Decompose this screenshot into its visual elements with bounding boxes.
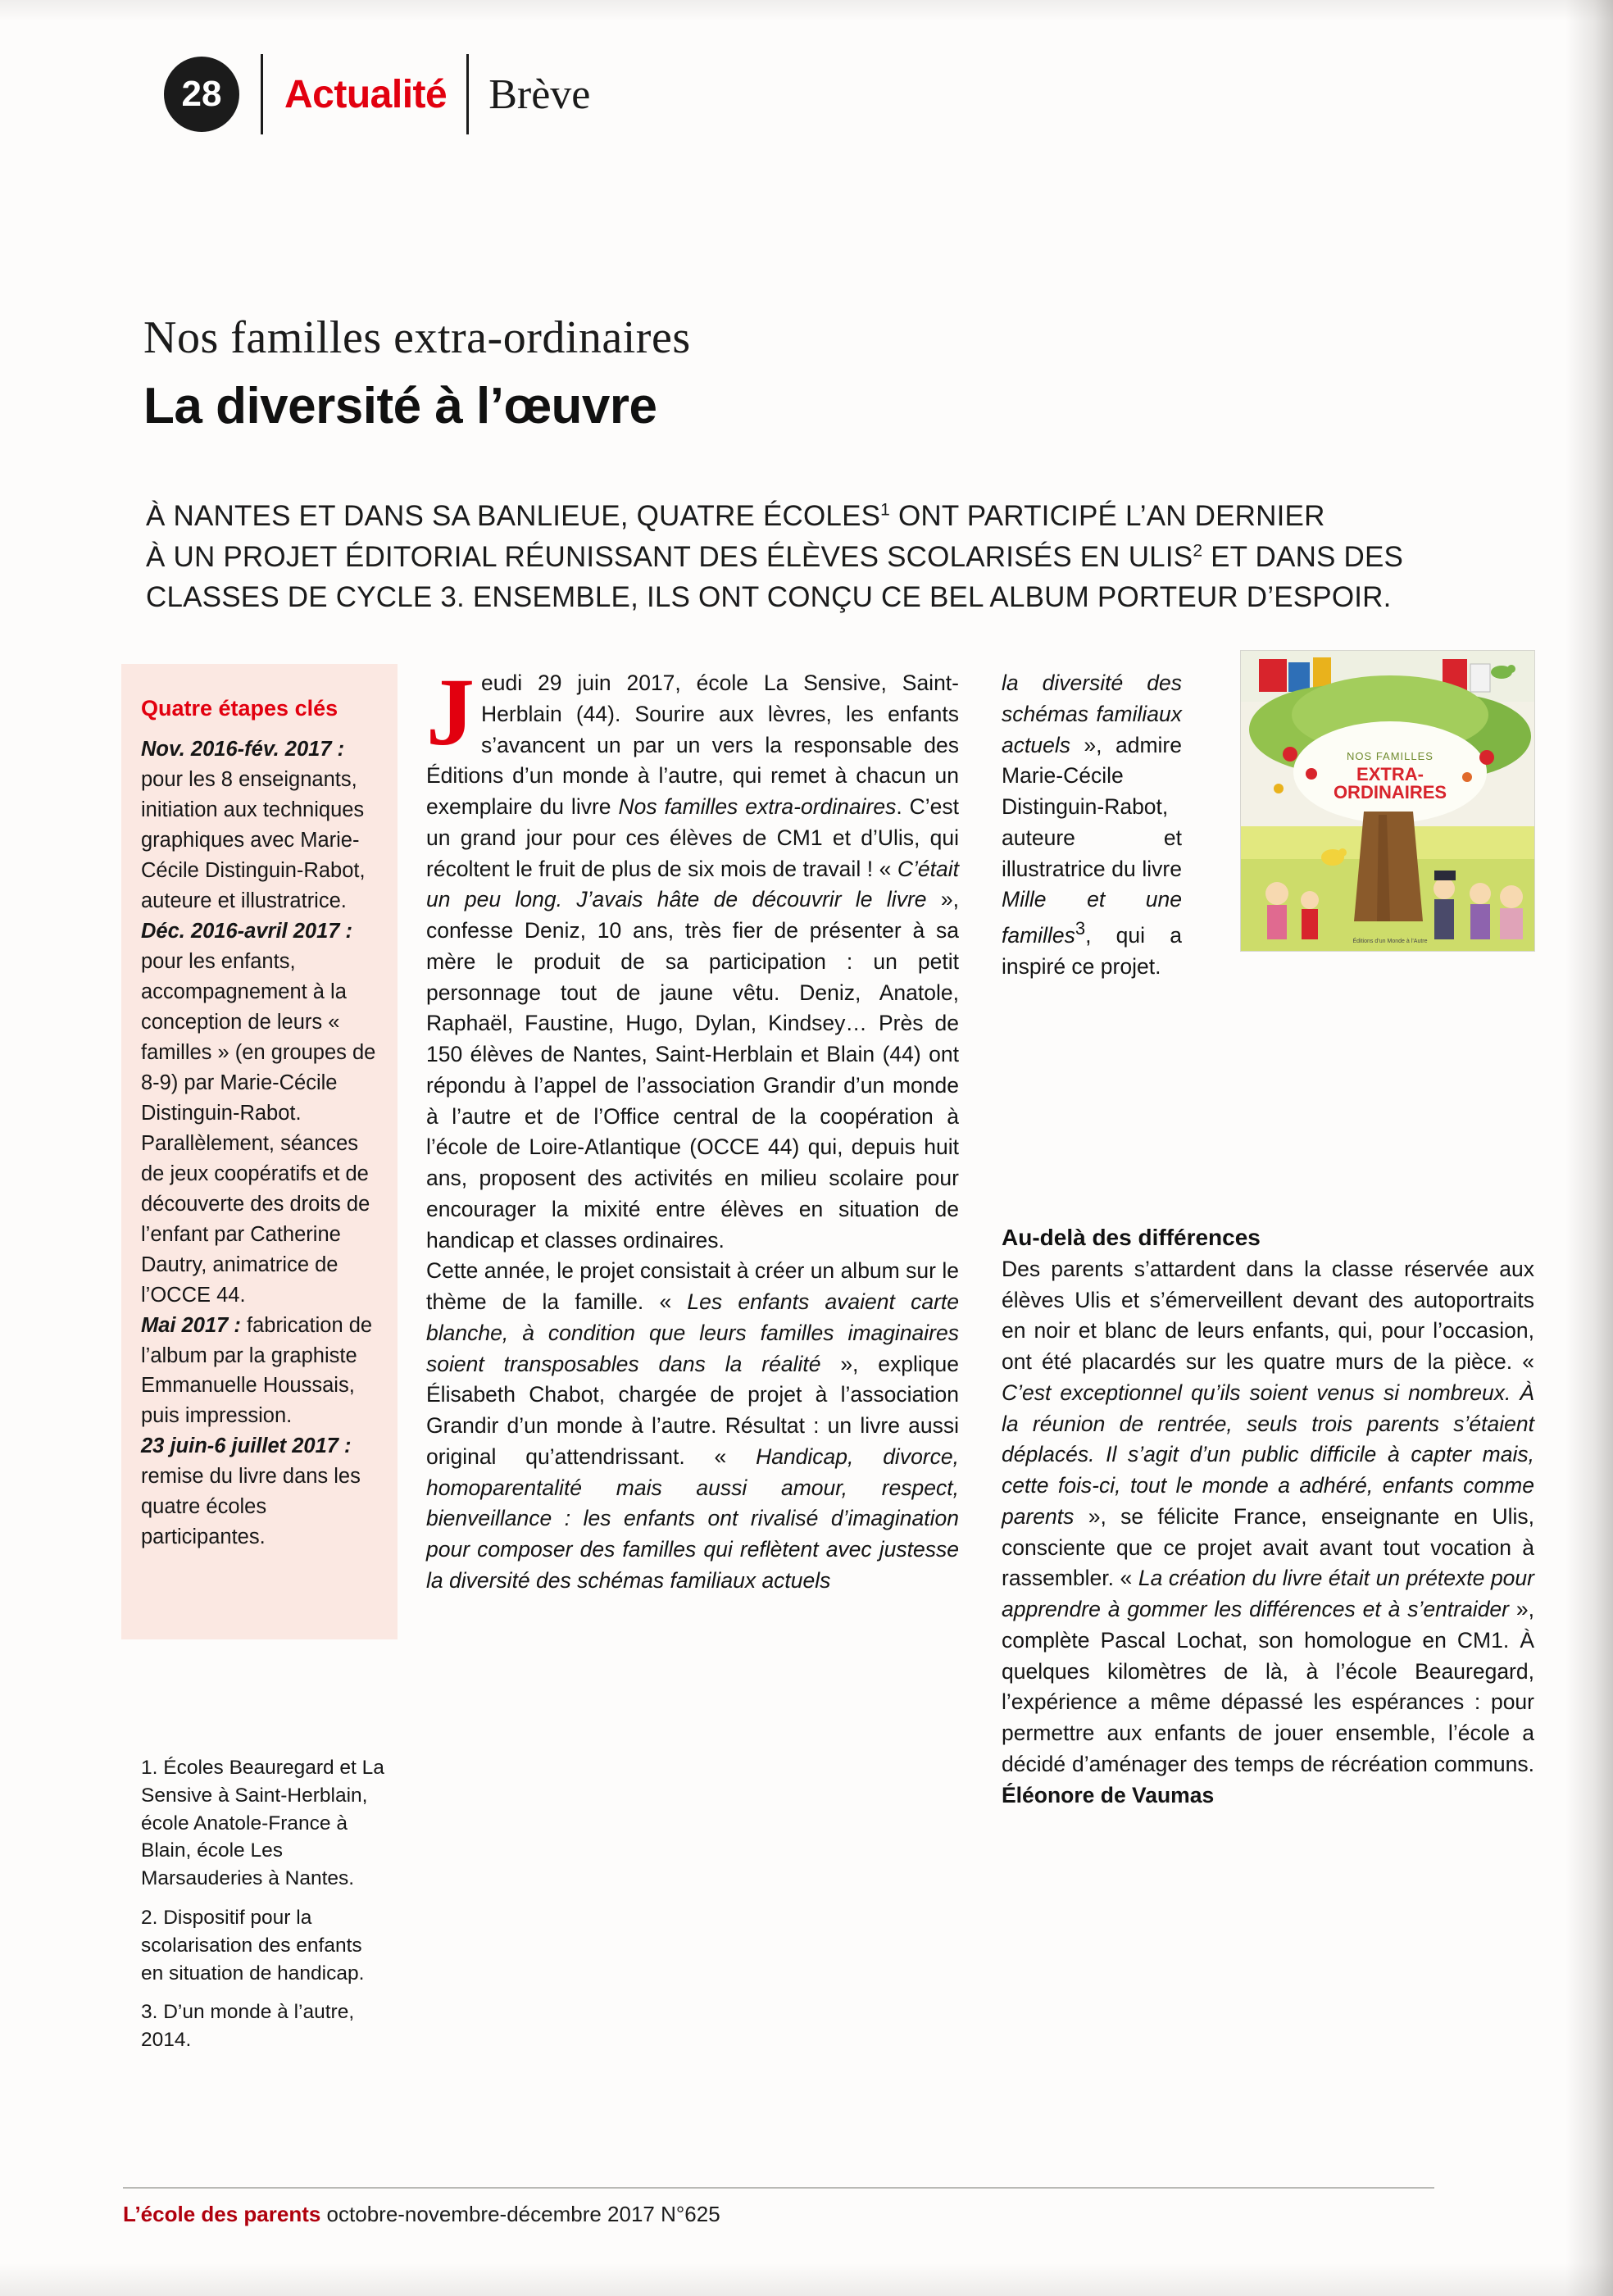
header-rubrique: Actualité xyxy=(284,72,448,116)
standfirst-line-3: CLASSES DE CYCLE 3. ENSEMBLE, ILS ONT CONÇU CE BEL ALBUM PORTEUR D’ESPOIR. xyxy=(146,581,1392,614)
body-column-right-top xyxy=(1002,668,1182,982)
body-subheading: Au-delà des différences xyxy=(1002,1225,1261,1250)
footnote-item: 1. Écoles Beauregard et La Sensive à Saint-Herblain, école Anatole-France à Blain, école Les Marsauderies à Nantes. xyxy=(141,1757,384,1890)
body-p2-a: Cette année, le projet consistait à créer un album sur le thème de la famille. « xyxy=(426,1258,959,1314)
body-column-middle xyxy=(426,658,960,1597)
footnotes xyxy=(141,1754,387,2066)
body-p2-d: , qui a inspiré ce projet. xyxy=(1002,922,1182,979)
body-p2-italic-3: Mille et une familles xyxy=(1002,887,1182,948)
standfirst-line-1b: ONT PARTICIPÉ L’AN DERNIER xyxy=(890,500,1325,532)
body-p1-italic-2: C’était un peu long. J’avais hâte de découvrir le livre xyxy=(426,856,959,912)
body-paragraph-3 xyxy=(1002,1254,1534,1812)
sidebar-step-label: 23 juin-6 juillet 2017 : xyxy=(141,1434,352,1458)
sidebar-step-text: fabrication de l’album par la graphiste Emmanuelle Houssais, puis impression. xyxy=(141,1313,373,1428)
scan-shadow-right xyxy=(1565,0,1613,2296)
standfirst-line-2: À UN PROJET ÉDITORIAL RÉUNISSANT DES ÉLÈVES SCOLARISÉS EN ULIS xyxy=(146,540,1193,573)
sidebar-step-label: Nov. 2016-fév. 2017 : xyxy=(141,738,345,762)
scan-shadow-bottom xyxy=(0,2263,1613,2296)
body-p3-italic-2: La création du livre était un prétexte pour apprendre à gommer les différences et à s’entraider xyxy=(1002,1566,1534,1622)
page-title: La diversité à l’œuvre xyxy=(143,378,657,434)
drop-cap: J xyxy=(426,658,475,766)
body-p1-b: . C’est un grand jour pour ces élèves de CM1 et d’Ulis, qui récoltent le fruit de plus de six mois de travail ! « xyxy=(426,794,959,881)
body-paragraph-2-cont xyxy=(1002,668,1182,982)
body-p1-c: », confesse Deniz, 10 ans, très fier de présenter à sa mère le produit de sa participation : un petit personnage tout de jaune vêtu. Deniz, Anatole, Raphaël, Faustine, Hugo, Dylan, Kindsey… Près de 150 élèves de Nantes, Saint-Herblain et Blain (44) ont répondu à l’appel de l’association Grandir d’un monde à l’autre et de l’Office central de la coopération à l’école de Loire-Atlantique (OCCE 44) qui, depuis huit ans, proposent des activités en milieu scolaire pour encourager la mixité entre élèves en situation de handicap et classes ordinaires. xyxy=(426,887,960,1253)
standfirst-line-2b: ET DANS DES xyxy=(1202,540,1404,573)
page-number-badge: 28 xyxy=(164,57,239,132)
sidebar-step xyxy=(141,734,379,916)
body-p2-italic-1: Les enfants avaient carte blanche, à condition que leurs familles imaginaires soient transposables dans la réalité xyxy=(426,1289,960,1376)
svg-text:NOS FAMILLES: NOS FAMILLES xyxy=(1347,750,1434,762)
body-p1-italic-1: Nos familles extra-ordinaires xyxy=(618,794,897,819)
svg-text:ORDINAIRES: ORDINAIRES xyxy=(1333,782,1447,802)
sidebar-step-label: Déc. 2016-avril 2017 : xyxy=(141,919,353,943)
footer-issue: octobre-novembre-décembre 2017 N°625 xyxy=(320,2202,720,2226)
footnote-item: 3. D’un monde à l’autre, 2014. xyxy=(141,2001,355,2052)
page-footer xyxy=(123,2187,1434,2227)
body-paragraph-2 xyxy=(426,1256,959,1596)
page-header xyxy=(164,49,590,139)
book-cover-image xyxy=(1240,650,1535,952)
sidebar-step xyxy=(141,916,379,1311)
sidebar-step-text: pour les 8 enseignants, initiation aux techniques graphiques avec Marie-Cécile Distinguin-Rabot, auteure et illustratrice. xyxy=(141,768,366,912)
sidebar-step xyxy=(141,1311,379,1432)
body-p3-a: Des parents s’attardent dans la classe réservée aux élèves Ulis et s’émerveillent devant des autoportraits en noir et blanc de leurs enfants, qui, pour l’occasion, ont été placardés sur les quatre murs de la pièce. « xyxy=(1002,1256,1534,1375)
body-p2-b: », explique Élisabeth Chabot, chargée de projet à l’association Grandir d’un monde à l’autre. Résultat : un livre aussi original qu’attendrissant. « xyxy=(426,1351,960,1469)
body-p2-italic-2: Handicap, divorce, homoparentalité mais aussi amour, respect, bienveillance : les enfants ont rivalisé d’imagination pour composer des familles qui reflètent avec justesse la diversité des schémas familiaux actuels xyxy=(426,1444,959,1593)
footer-brand: L’école des parents xyxy=(123,2202,321,2226)
svg-text:Éditions d’un Monde à l’Autre: Éditions d’un Monde à l’Autre xyxy=(1352,939,1428,944)
article-kicker: Nos familles extra-ordinaires xyxy=(143,312,691,363)
body-p1-a: eudi 29 juin 2017, école La Sensive, Saint-Herblain (44). Sourire aux lèvres, les enfants s’avancent un par un vers la responsable des Éditions d’un monde à l’autre, qui remet à chacun un exemplaire du livre xyxy=(426,671,959,819)
sidebar-title: Quatre étapes clés xyxy=(141,696,339,721)
body-footnote-ref-3: 3 xyxy=(1075,918,1086,939)
body-p3-b: », se félicite France, enseignante en Ulis, consciente que ce projet avait avant tout vocation à rassembler. « xyxy=(1002,1503,1534,1591)
sidebar-step-text: pour les enfants, accompagnement à la conception de leurs « familles » (en groupes de 8-9) par Marie-Cécile Distinguin-Rabot. Parallèlement, séances de jeux coopératifs et de découverte des droits de l’enfant par Catherine Dautry, animatrice de l’OCCE 44. xyxy=(141,949,376,1307)
body-paragraph-1 xyxy=(426,658,960,1256)
book-cover-illustration xyxy=(1241,651,1534,951)
standfirst-footnote-ref-2: 2 xyxy=(1193,541,1203,561)
svg-text:EXTRA-: EXTRA- xyxy=(1356,764,1424,784)
sidebar-step-text: remise du livre dans les quatre écoles participantes. xyxy=(141,1465,361,1549)
scan-shadow-top xyxy=(0,0,1613,21)
standfirst-footnote-ref-1: 1 xyxy=(880,500,891,520)
body-p3-c: », complète Pascal Lochat, son homologue en CM1. À quelques kilomètres de là, à l’école Beauregard, l’expérience a même dépassé les espérances : pour permettre aux enfants de jouer ensemble, l’école a décidé d’aménager des temps de récréation communs. xyxy=(1002,1597,1534,1776)
header-section: Brève xyxy=(488,70,591,118)
sidebar-step xyxy=(141,1431,379,1553)
footnote-item: 2. Dispositif pour la scolarisation des enfants en situation de handicap. xyxy=(141,1906,365,1985)
article-standfirst xyxy=(146,496,1523,618)
standfirst-line-1: À NANTES ET DANS SA BANLIEUE, QUATRE ÉCOLES xyxy=(146,500,881,532)
header-divider-1 xyxy=(261,54,263,134)
article-byline: Éléonore de Vaumas xyxy=(1002,1782,1215,1807)
sidebar-step-label: Mai 2017 : xyxy=(141,1313,241,1337)
body-p3-italic-1: C’est exceptionnel qu’ils soient venus si nombreux. À la réunion de rentrée, seuls trois parents s’étaient déplacés. Il s’agit d’un public difficile à capter mais, cette fois-ci, tout le monde a adhéré, enfants comme parents xyxy=(1002,1380,1534,1529)
sidebar-content xyxy=(141,693,379,1553)
body-column-right xyxy=(1002,1221,1534,1811)
header-divider-2 xyxy=(466,54,469,134)
body-p2-italic-2-cont: la diversité des schémas familiaux actuels xyxy=(1002,671,1182,757)
body-p2-c: », admire Marie-Cécile Distinguin-Rabot, auteure et illustratrice du livre xyxy=(1002,732,1182,881)
